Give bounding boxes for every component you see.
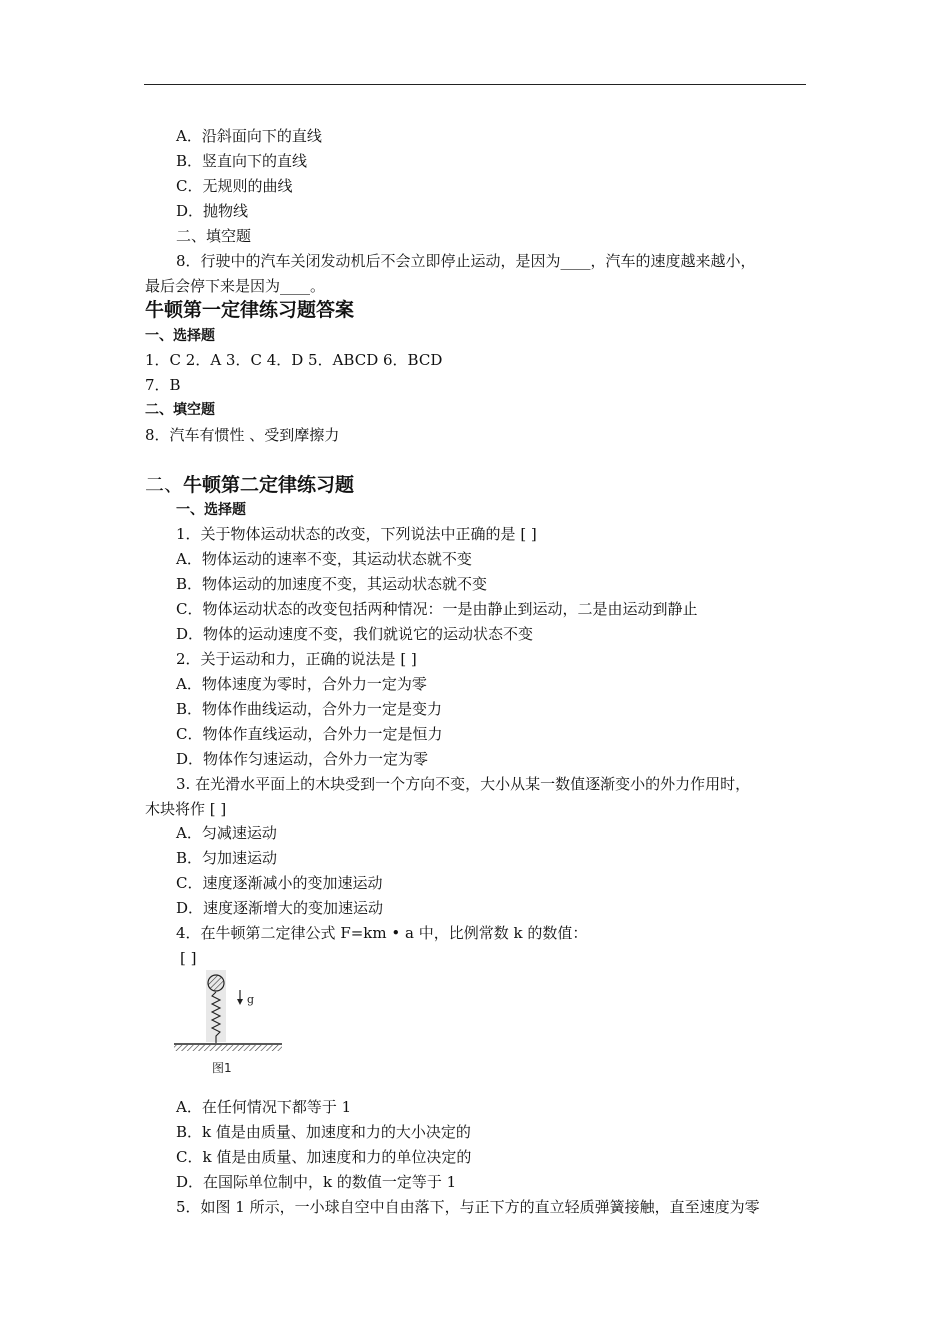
gravity-label: g bbox=[247, 993, 255, 1006]
ground-hatch bbox=[174, 1045, 282, 1051]
answers-fill-line: 8．汽车有惯性 、受到摩擦力 bbox=[145, 426, 340, 444]
q1-option-c: C．物体运动状态的改变包括两种情况：一是由静止到运动，二是由运动到静止 bbox=[176, 600, 698, 618]
q2-stem: 2．关于运动和力，正确的说法是 [ ] bbox=[176, 650, 417, 668]
q8-stem-line2: 最后会停下来是因为____。 bbox=[145, 277, 326, 295]
answers-choice-line2: 7．B bbox=[145, 376, 181, 394]
q3-option-b: B．匀加速运动 bbox=[176, 849, 278, 867]
q4-option-a: A．在任何情况下都等于 1 bbox=[176, 1098, 352, 1116]
q2-option-b: B．物体作曲线运动，合外力一定是变力 bbox=[176, 700, 443, 718]
figure-1-svg bbox=[168, 968, 288, 1078]
q7-option-d: D．抛物线 bbox=[176, 202, 249, 220]
answers-choice-line1: 1．C 2．A 3．C 4．D 5．ABCD 6．BCD bbox=[145, 351, 443, 369]
q7-option-c: C．无规则的曲线 bbox=[176, 177, 293, 195]
q8-stem-line1: 8．行驶中的汽车关闭发动机后不会立即停止运动，是因为____，汽车的速度越来越小， bbox=[176, 252, 756, 270]
header-rule bbox=[144, 84, 806, 85]
q1-option-d: D．物体的运动速度不变，我们就说它的运动状态不变 bbox=[176, 625, 534, 643]
figure-1-spring-ball bbox=[168, 968, 288, 1078]
q4-bracket: [ ] bbox=[180, 949, 197, 967]
q2-option-c: C．物体作直线运动，合外力一定是恒力 bbox=[176, 725, 443, 743]
q3-stem-line1: 3. 在光滑水平面上的木块受到一个方向不变，大小从某一数值逐渐变小的外力作用时， bbox=[176, 775, 751, 793]
q3-stem-line2: 木块将作 [ ] bbox=[145, 800, 227, 818]
answers-choice-heading: 一、选择题 bbox=[145, 328, 215, 344]
section2-choice-heading: 一、选择题 bbox=[176, 502, 246, 518]
q7-option-a: A．沿斜面向下的直线 bbox=[176, 127, 322, 145]
q5-stem: 5．如图 1 所示，一小球自空中自由落下，与正下方的直立轻质弹簧接触，直至速度为零 bbox=[176, 1198, 760, 1216]
q1-stem: 1．关于物体运动状态的改变，下列说法中正确的是 [ ] bbox=[176, 525, 537, 543]
q1-option-a: A．物体运动的速率不变，其运动状态就不变 bbox=[176, 550, 472, 568]
ball bbox=[208, 975, 224, 991]
q3-option-a: A．匀减速运动 bbox=[176, 824, 277, 842]
section2-title bbox=[145, 473, 354, 497]
answers-fill-heading: 二、填空题 bbox=[145, 402, 215, 418]
q4-option-d: D．在国际单位制中，k 的数值一定等于 1 bbox=[176, 1173, 457, 1191]
q2-option-a: A．物体速度为零时，合外力一定为零 bbox=[176, 675, 427, 693]
q7-option-b: B．竖直向下的直线 bbox=[176, 152, 308, 170]
figure-caption: 图1 bbox=[212, 1061, 232, 1075]
fill-in-heading: 二、填空题 bbox=[176, 227, 252, 245]
q3-option-d: D．速度逐渐增大的变加速运动 bbox=[176, 899, 384, 917]
q2-option-d: D．物体作匀速运动，合外力一定为零 bbox=[176, 750, 429, 768]
section2-prefix: 二、 bbox=[145, 474, 184, 496]
q3-option-c: C．速度逐渐减小的变加速运动 bbox=[176, 874, 383, 892]
q4-stem: 4．在牛顿第二定律公式 F=km • a 中，比例常数 k 的数值： bbox=[176, 924, 588, 942]
down-arrow-icon bbox=[237, 999, 243, 1005]
q1-option-b: B．物体运动的加速度不变，其运动状态就不变 bbox=[176, 575, 488, 593]
q4-option-b: B．k 值是由质量、加速度和力的大小决定的 bbox=[176, 1123, 471, 1141]
section2-title-text: 牛顿第二定律练习题 bbox=[183, 474, 355, 496]
answers-title: 牛顿第一定律练习题答案 bbox=[145, 299, 355, 321]
q4-option-c: C．k 值是由质量、加速度和力的单位决定的 bbox=[176, 1148, 472, 1166]
